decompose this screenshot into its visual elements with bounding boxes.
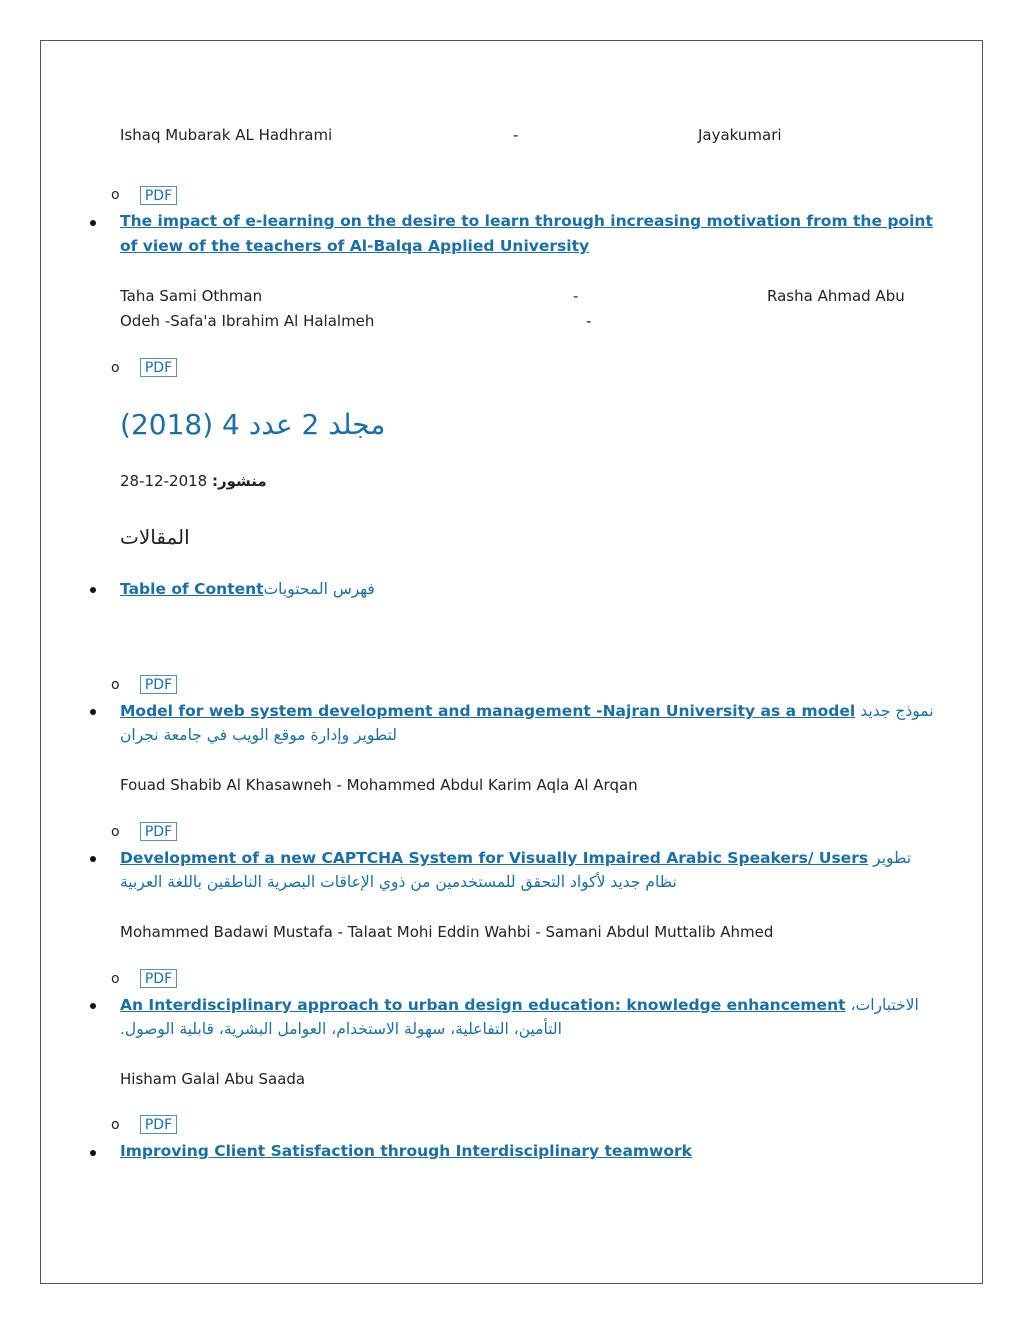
article-title-arabic: ،الاختبارات (850, 996, 919, 1014)
article-title-link[interactable]: Table of Content (120, 580, 264, 598)
article-title-arabic: نظام جديد لأكواد التحقق للمستخدمين من ذوي الإعاقات البصرية الناطقين باللغة العربية (120, 873, 677, 891)
sub-bullet-icon: o (111, 824, 120, 840)
sub-bullet-icon: o (111, 360, 120, 376)
author-separator: - (573, 287, 579, 305)
article-title-link[interactable]: Model for web system development and management -Najran University as a model (120, 702, 856, 720)
article-title-link[interactable]: Improving Client Satisfaction through Interdisciplinary teamwork (120, 1142, 692, 1160)
article-title-link[interactable]: Development of a new CAPTCHA System for Visually Impaired Arabic Speakers/ Users (120, 849, 869, 867)
article-title-link[interactable]: The impact of e-learning on the desire to learn through increasing motivation from the point (120, 212, 933, 230)
bullet-icon (90, 1003, 96, 1009)
bullet-icon (90, 709, 96, 715)
pdf-link[interactable]: PDF (140, 675, 177, 694)
bullet-icon (90, 587, 96, 593)
article-authors: Mohammed Badawi Mustafa - Talaat Mohi Eddin Wahbi - Samani Abdul Muttalib Ahmed (120, 923, 774, 941)
article-title-arabic: تطوير (873, 849, 912, 867)
list-item (120, 848, 911, 867)
bullet-icon (90, 856, 96, 862)
article-authors: Rasha Ahmad Abu (767, 287, 905, 305)
bullet-icon (90, 220, 96, 226)
pdf-link[interactable]: PDF (140, 1115, 177, 1134)
issue-heading: مجلد 2 عدد 4 (2018) (120, 408, 386, 441)
pdf-link[interactable]: PDF (140, 186, 177, 205)
list-item (120, 579, 375, 598)
article-title-arabic: نموذج جديد (860, 702, 934, 720)
article-title-link[interactable]: An Interdisciplinary approach to urban design education: knowledge enhancement (120, 996, 846, 1014)
published-info (120, 472, 267, 490)
sub-bullet-icon: o (111, 187, 120, 203)
published-date: 2018-12-28 (120, 472, 208, 490)
article-authors: Hisham Galal Abu Saada (120, 1070, 306, 1088)
bullet-icon (90, 1150, 96, 1156)
sub-bullet-icon: o (111, 1117, 120, 1133)
articles-heading: المقالات (120, 525, 190, 549)
pdf-link[interactable]: PDF (140, 969, 177, 988)
article-title-link[interactable]: of view of the teachers of Al-Balqa Applied University (120, 237, 590, 255)
list-item (120, 701, 934, 720)
pdf-link[interactable]: PDF (140, 822, 177, 841)
article-title-arabic: فهرس المحتويات (263, 580, 375, 598)
published-label: منشور: (212, 472, 267, 490)
article-authors: Odeh -Safa'a Ibrahim Al Halalmeh (120, 312, 375, 330)
article-authors: Taha Sami Othman (120, 287, 263, 305)
author-separator: - (586, 312, 592, 330)
pdf-link[interactable]: PDF (140, 358, 177, 377)
sub-bullet-icon: o (111, 677, 120, 693)
author-separator: - (513, 126, 519, 144)
sub-bullet-icon: o (111, 971, 120, 987)
author-name: Ishaq Mubarak AL Hadhrami (120, 126, 333, 144)
article-title-arabic: لتطوير وإدارة موقع الويب في جامعة نجران (120, 726, 397, 744)
article-authors: Fouad Shabib Al Khasawneh - Mohammed Abdul Karim Aqla Al Arqan (120, 776, 638, 794)
list-item (120, 995, 919, 1014)
author-name: Jayakumari (698, 126, 782, 144)
article-title-arabic: التأمين، التفاعلية، سهولة الاستخدام، العوامل البشرية، قابلية الوصول. (120, 1020, 562, 1038)
